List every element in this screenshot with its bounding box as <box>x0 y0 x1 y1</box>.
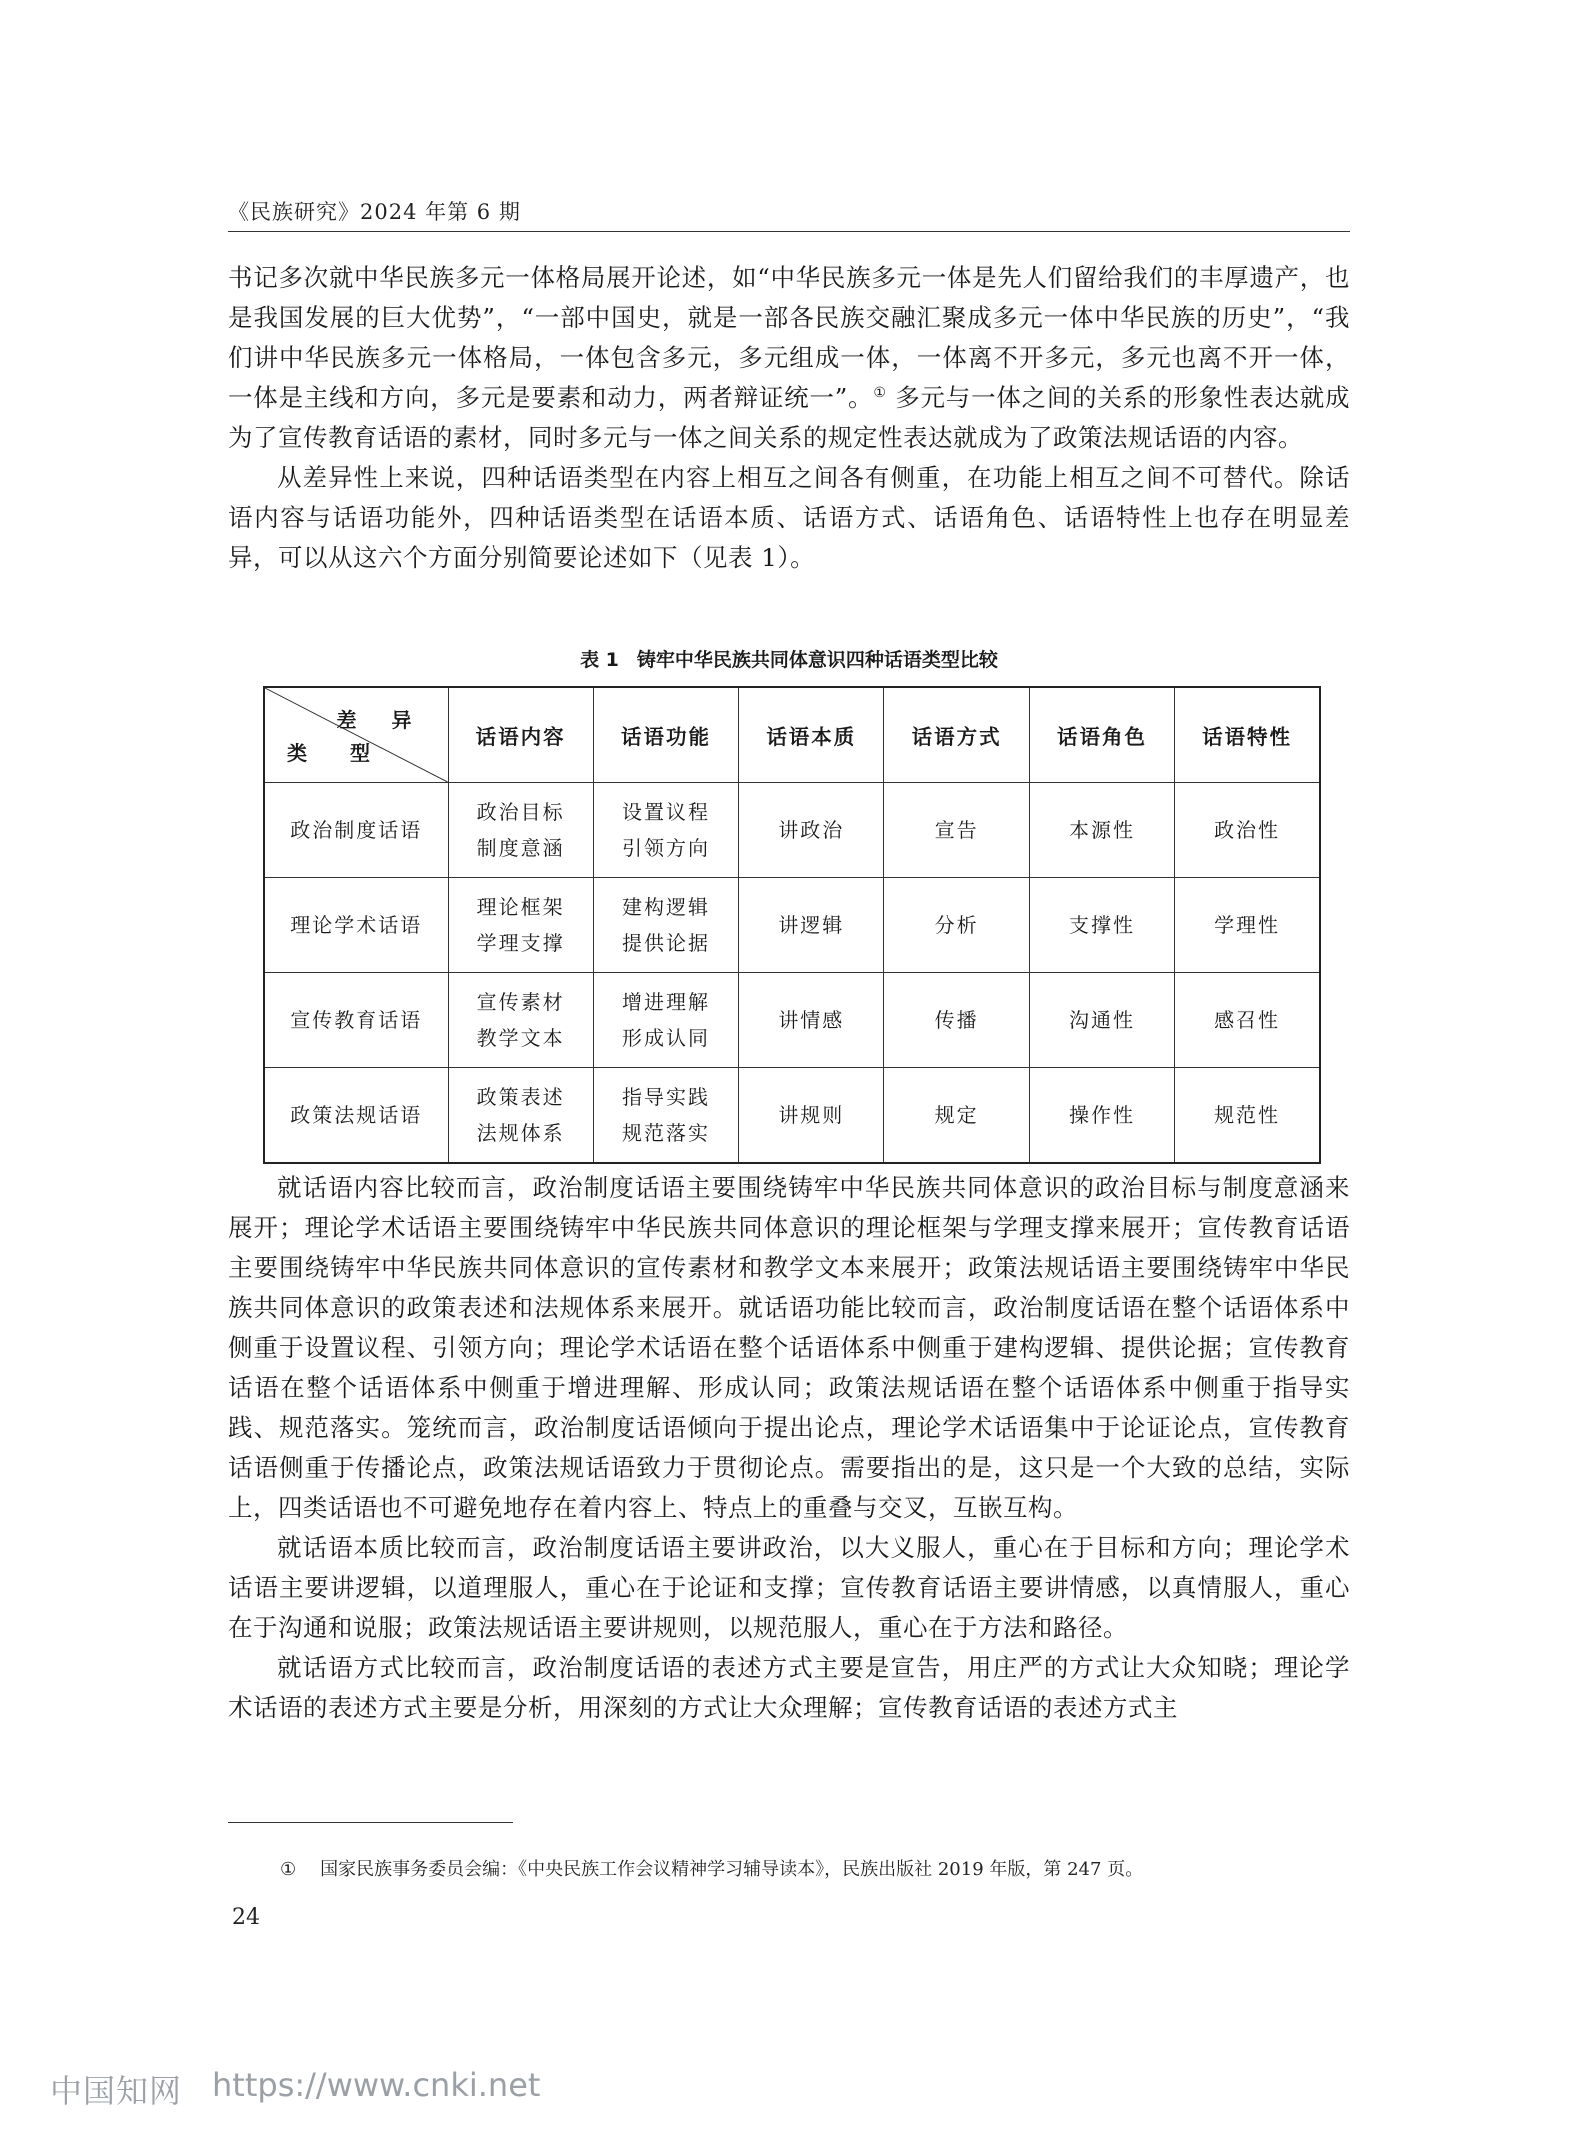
cell-trait: 感召性 <box>1175 973 1320 1068</box>
paragraph: 从差异性上来说，四种话语类型在内容上相互之间各有侧重，在功能上相互之间不可替代。除话语内容与话语功能外，四种话语类型在话语本质、话语方式、话语角色、话语特性上也存在明显差异，可以从这六个方面分别简要论述如下（见表 1）。 <box>228 463 1350 572</box>
cnki-logo: 中国知网 <box>50 2072 183 2110</box>
table-header-row <box>264 687 1320 783</box>
paragraph: 就话语方式比较而言，政治制度话语的表述方式主要是宣告，用庄严的方式让大众知晓；理论学术话语的表述方式主要是分析，用深刻的方式让大众理解；宣传教育话语的表述方式主 <box>228 1653 1350 1722</box>
paragraph: 就话语内容比较而言，政治制度话语主要围绕铸牢中华民族共同体意识的政治目标与制度意涵来展开；理论学术话语主要围绕铸牢中华民族共同体意识的理论框架与学理支撑来展开；宣传教育话语主要围绕铸牢中华民族共同体意识的宣传素材和教学文本来展开；政策法规话语主要围绕铸牢中华民族共同体意识的政策表述和法规体系来展开。就话语功能比较而言，政治制度话语在整个话语体系中侧重于设置议程、引领方向；理论学术话语在整个话语体系中侧重于建构逻辑、提供论据；宣传教育话语在整个话语体系中侧重于增进理解、形成认同；政策法规话语在整个话语体系中侧重于指导实践、规范落实。笼统而言，政治制度话语倾向于提出论点，理论学术话语集中于论证论点，宣传教育话语侧重于传播论点，政策法规话语致力于贯彻论点。需要指出的是，这只是一个大致的总结，实际上，四类话语也不可避免地存在着内容上、特点上的重叠与交叉，互嵌互构。 <box>228 1173 1350 1522</box>
cell-essence: 讲逻辑 <box>739 878 884 973</box>
cell-trait: 政治性 <box>1175 783 1320 878</box>
paragraph: 就话语本质比较而言，政治制度话语主要讲政治，以大义服人，重心在于目标和方向；理论学术话语主要讲逻辑，以道理服人，重心在于论证和支撑；宣传教育话语主要讲情感，以真情服人，重心在于沟通和说服；政策法规话语主要讲规则，以规范服人，重心在于方法和路径。 <box>228 1533 1350 1642</box>
cell-mode: 分析 <box>884 878 1029 973</box>
cell-mode: 规定 <box>884 1068 1029 1164</box>
paragraph: 书记多次就中华民族多元一体格局展开论述，如“中华民族多元一体是先人们留给我们的丰厚遗产，也是我国发展的巨大优势”，“一部中国史，就是一部各民族交融汇聚成多元一体中华民族的历史”，“我们讲中华民族多元一体格局，一体包含多元，多元组成一体，一体离不开多元，多元也离不开一体，一体是主线和方向，多元是要素和动力，两者辩证统一”。① 多元与一体之间的关系的形象性表达就成为了宣传教育话语的素材，同时多元与一体之间关系的规定性表达就成为了政策法规话语的内容。 <box>228 263 1350 452</box>
cell-content: 政策表述 法规体系 <box>448 1068 593 1164</box>
cell-role: 操作性 <box>1029 1068 1174 1164</box>
cnki-url[interactable]: https://www.cnki.net <box>212 2066 541 2104</box>
cell-content: 宣传素材 教学文本 <box>448 973 593 1068</box>
cell-essence: 讲政治 <box>739 783 884 878</box>
cell-role: 支撑性 <box>1029 878 1174 973</box>
cell-function: 设置议程 引领方向 <box>593 783 738 878</box>
column-header: 话语内容 <box>448 687 593 783</box>
cell-function: 指导实践 规范落实 <box>593 1068 738 1164</box>
footnote-mark: ① <box>280 1859 297 1880</box>
table-row <box>264 973 1320 1068</box>
journal-header: 《民族研究》2024 年第 6 期 <box>228 200 521 224</box>
cell-trait: 规范性 <box>1175 1068 1320 1164</box>
cell-trait: 学理性 <box>1175 878 1320 973</box>
page-number: 24 <box>232 1905 260 1930</box>
column-header: 话语特性 <box>1175 687 1320 783</box>
cell-content: 政治目标 制度意涵 <box>448 783 593 878</box>
cell-function: 建构逻辑 提供论据 <box>593 878 738 973</box>
cell-function: 增进理解 形成认同 <box>593 973 738 1068</box>
footnote-ref[interactable]: ① <box>873 384 887 401</box>
comparison-table <box>263 686 1321 1164</box>
column-header: 话语本质 <box>739 687 884 783</box>
diagonal-line <box>265 688 448 782</box>
column-header: 话语角色 <box>1029 687 1174 783</box>
cell-content: 理论框架 学理支撑 <box>448 878 593 973</box>
row-type: 宣传教育话语 <box>264 973 448 1068</box>
column-header: 话语功能 <box>593 687 738 783</box>
cell-role: 本源性 <box>1029 783 1174 878</box>
table-corner-cell: 差 异 类 型 <box>264 687 448 783</box>
cell-essence: 讲规则 <box>739 1068 884 1164</box>
header-rule <box>228 231 1350 232</box>
cell-role: 沟通性 <box>1029 973 1174 1068</box>
row-type: 理论学术话语 <box>264 878 448 973</box>
row-type: 政策法规话语 <box>264 1068 448 1164</box>
footnote-text: 国家民族事务委员会编：《中央民族工作会议精神学习辅导读本》，民族出版社 2019 年版，第 247 页。 <box>320 1859 1144 1880</box>
cell-mode: 传播 <box>884 973 1029 1068</box>
table-row <box>264 878 1320 973</box>
table-row <box>264 1068 1320 1164</box>
body-text-after-table <box>228 1168 1350 1728</box>
cell-mode: 宣告 <box>884 783 1029 878</box>
table-row <box>264 783 1320 878</box>
row-type: 政治制度话语 <box>264 783 448 878</box>
table-caption: 表 1 铸牢中华民族共同体意识四种话语类型比较 <box>580 649 998 671</box>
body-text-before-table <box>228 258 1350 578</box>
column-header: 话语方式 <box>884 687 1029 783</box>
cell-essence: 讲情感 <box>739 973 884 1068</box>
footnote-rule <box>228 1822 513 1823</box>
footnote <box>280 1855 1143 1881</box>
